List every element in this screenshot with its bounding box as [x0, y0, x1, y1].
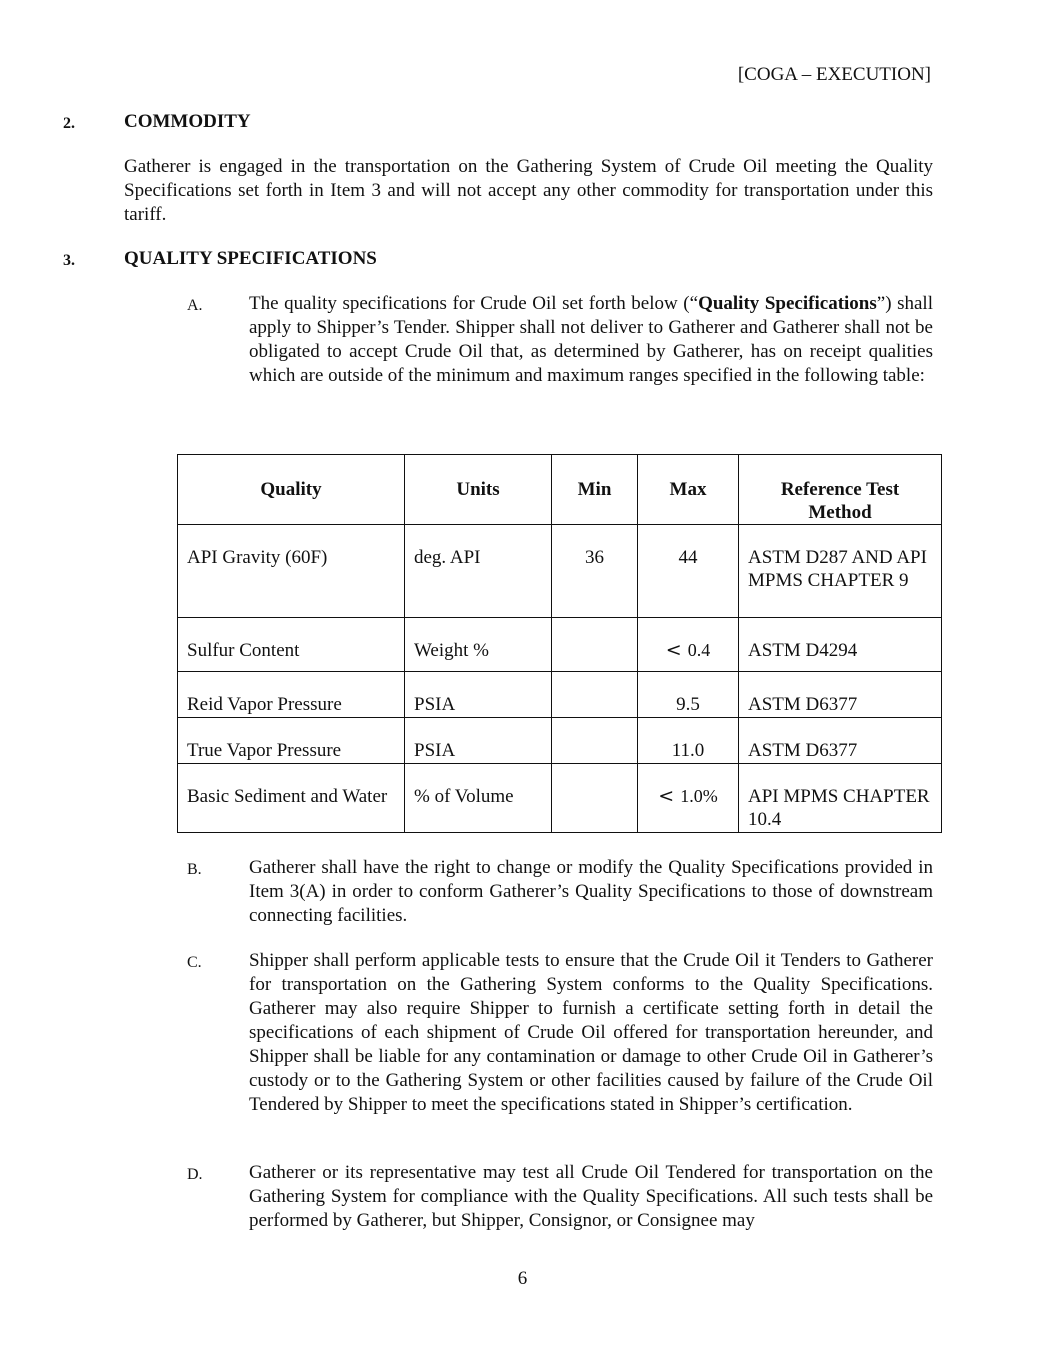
table-row [178, 525, 942, 618]
cell-min [552, 672, 638, 718]
cell-units: PSIA [405, 672, 552, 718]
table-row [178, 618, 942, 672]
cell-method: ASTM D287 AND API MPMS CHAPTER 9 [739, 525, 942, 618]
item-a-letter: A. [187, 297, 203, 314]
cell-max: 11.0 [638, 718, 739, 764]
section-3-number: 3. [63, 252, 75, 269]
cell-quality: Sulfur Content [178, 618, 405, 672]
table-row [178, 764, 942, 833]
table-row [178, 672, 942, 718]
less-than-symbol: < [665, 639, 682, 661]
item-a-text-after: ”) shall apply to Shipper’s Tender. Shipper shall not deliver to Gatherer and Gatherer shall not be obligated to accept Crude Oil that, as determined by Gatherer, has on receipt qualities which are outside of the minimum and maximum ranges specified in the following table: [249, 293, 933, 386]
max-value: 0.4 [687, 640, 711, 660]
item-c-text: Shipper shall perform applicable tests to ensure that the Crude Oil it Tenders to Gatherer for transportation on the Gathering System conforms to the Quality Specifications. Gatherer may also require Shipper to furnish a certificate setting forth in detail the specifications of each shipment of Crude Oil offered for transportation hereunder, and Shipper shall be liable for any contamination or damage to other Crude Oil in Gatherer’s custody or to the Gathering System or other facilities caused by failure of the Crude Oil Tendered by Shipper to meet the specifications stated in Shipper’s certification. [249, 950, 933, 1115]
item-d-text: Gatherer or its representative may test all Crude Oil Tendered for transportation on the Gathering System for compliance with the Quality Specifications. All such tests shall be performed by Gatherer, but Shipper, Consignor, or Consignee may [249, 1162, 933, 1231]
page-number: 6 [517, 1268, 528, 1289]
cell-quality: Reid Vapor Pressure [178, 672, 405, 718]
item-b-letter: B. [187, 861, 202, 878]
table-header-row [178, 455, 942, 525]
cell-min: 36 [552, 525, 638, 618]
cell-max: 9.5 [638, 672, 739, 718]
cell-units: PSIA [405, 718, 552, 764]
cell-quality: API Gravity (60F) [178, 525, 405, 618]
item-a-text-before: The quality specifications for Crude Oil set forth below (“ [249, 293, 699, 314]
item-b-text: Gatherer shall have the right to change or modify the Quality Specifications provided in Item 3(A) in order to conform Gatherer’s Quality Specifications to those of downstream connecting facilities. [249, 857, 933, 926]
cell-max: 44 [638, 525, 739, 618]
document-header-tag: [COGA – EXECUTION] [737, 64, 931, 85]
max-value: 1.0% [680, 786, 718, 806]
header-units: Units [405, 455, 552, 525]
item-c-letter: C. [187, 954, 202, 971]
quality-specifications-table [177, 454, 942, 833]
cell-method: ASTM D4294 [739, 618, 942, 672]
cell-method: ASTM D6377 [739, 672, 942, 718]
cell-max [638, 618, 739, 672]
item-a-text [249, 292, 933, 388]
cell-units: % of Volume [405, 764, 552, 833]
cell-method: API MPMS CHAPTER 10.4 [739, 764, 942, 833]
section-3-title: QUALITY SPECIFICATIONS [124, 248, 377, 269]
cell-quality: True Vapor Pressure [178, 718, 405, 764]
cell-min [552, 618, 638, 672]
cell-units: deg. API [405, 525, 552, 618]
header-quality: Quality [178, 455, 405, 525]
cell-min [552, 718, 638, 764]
section-2-number: 2. [63, 115, 75, 132]
cell-method: ASTM D6377 [739, 718, 942, 764]
cell-units: Weight % [405, 618, 552, 672]
item-d-letter: D. [187, 1166, 203, 1183]
cell-max [638, 764, 739, 833]
cell-quality: Basic Sediment and Water [178, 764, 405, 833]
section-2-title: COMMODITY [124, 111, 251, 132]
cell-min [552, 764, 638, 833]
header-reference-test-method: Reference Test Method [739, 455, 942, 525]
header-max: Max [638, 455, 739, 525]
section-2-paragraph: Gatherer is engaged in the transportation on the Gathering System of Crude Oil meeting the Quality Specifications set forth in Item 3 and will not accept any other commodity for transportation under this tariff. [124, 156, 933, 225]
header-min: Min [552, 455, 638, 525]
item-a-bold-term: Quality Specifications [698, 293, 877, 314]
less-than-symbol: < [658, 785, 675, 807]
table-row [178, 718, 942, 764]
